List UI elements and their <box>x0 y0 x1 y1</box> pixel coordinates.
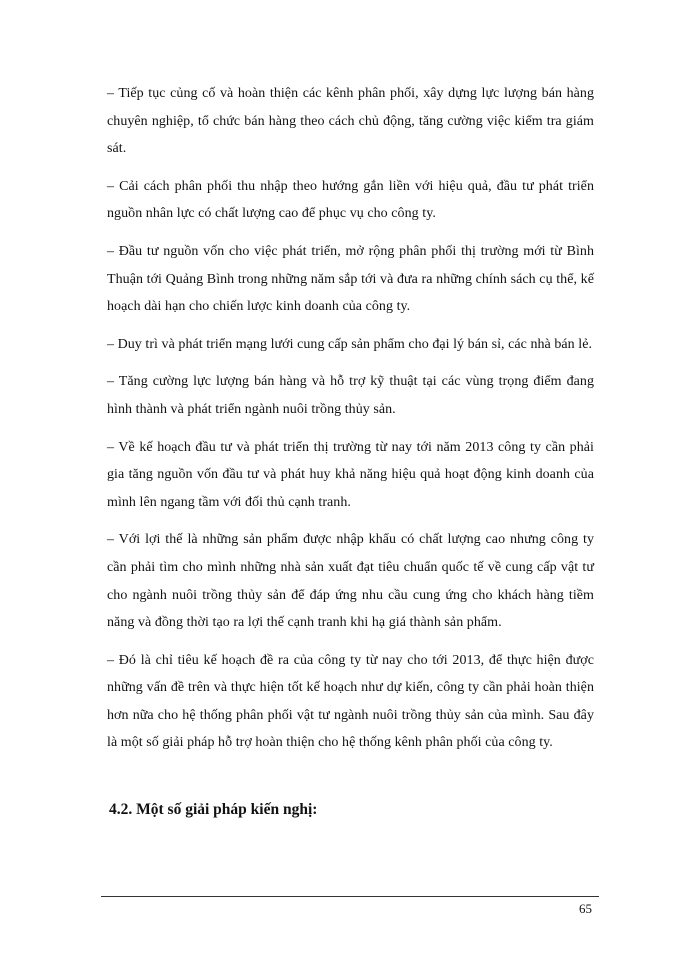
paragraph: – Cải cách phân phối thu nhập theo hướng gắn liền với hiệu quả, đầu tư phát triển nguồn nhân lực có chất lượng cao để phục vụ cho công ty. <box>107 178 594 222</box>
paragraph: – Về kế hoạch đầu tư và phát triển thị trường từ nay tới năm 2013 công ty cần phải gia tăng nguồn vốn đầu tư và phát huy khả năng hiệu quả hoạt động kinh doanh của mình lên ngang tầm với đối thủ cạnh tranh. <box>107 439 594 510</box>
paragraph: – Đó là chỉ tiêu kế hoạch đề ra của công ty từ nay cho tới 2013, để thực hiện được những vấn đề trên và thực hiện tốt kế hoạch như dự kiến, công ty cần phải hoàn thiện hơn nữa cho hệ thống phân phối vật tư ngành nuôi trồng thủy sản của mình. Sau đây là một số giải pháp hỗ trợ hoàn thiện cho hệ thống kênh phân phối của công ty. <box>107 652 594 751</box>
paragraph: – Tiếp tục củng cố và hoàn thiện các kênh phân phối, xây dựng lực lượng bán hàng chuyên nghiệp, tổ chức bán hàng theo cách chủ động, tăng cường việc kiểm tra giám sát. <box>107 86 594 157</box>
paragraph: – Duy trì và phát triển mạng lưới cung cấp sản phẩm cho đại lý bán sỉ, các nhà bán lẻ. <box>107 336 593 352</box>
section-heading: 4.2. Một số giải pháp kiến nghị: <box>109 801 318 818</box>
footer-divider <box>101 896 599 897</box>
paragraph: – Đầu tư nguồn vốn cho việc phát triển, mở rộng phân phối thị trường mới từ Bình Thuận tới Quảng Bình trong những năm sắp tới và đưa ra những chính sách cụ thể, kế hoạch dài hạn cho chiến lược kinh doanh của công ty. <box>107 243 594 315</box>
page-number: 65 <box>579 901 592 916</box>
paragraph: – Tăng cường lực lượng bán hàng và hỗ trợ kỹ thuật tại các vùng trọng điểm đang hình thành và phát triển ngành nuôi trồng thủy sản. <box>107 374 594 417</box>
paragraph: – Với lợi thế là những sản phẩm được nhập khẩu có chất lượng cao nhưng công ty cần phải tìm cho mình những nhà sản xuất đạt tiêu chuẩn quốc tế về cung cấp vật tư cho ngành nuôi trồng thủy sản để đáp ứng nhu cầu cung ứng cho khách hàng tiềm năng và đồng thời tạo ra lợi thế cạnh tranh khi hạ giá thành sản phẩm. <box>107 532 594 631</box>
page-body <box>107 80 594 767</box>
